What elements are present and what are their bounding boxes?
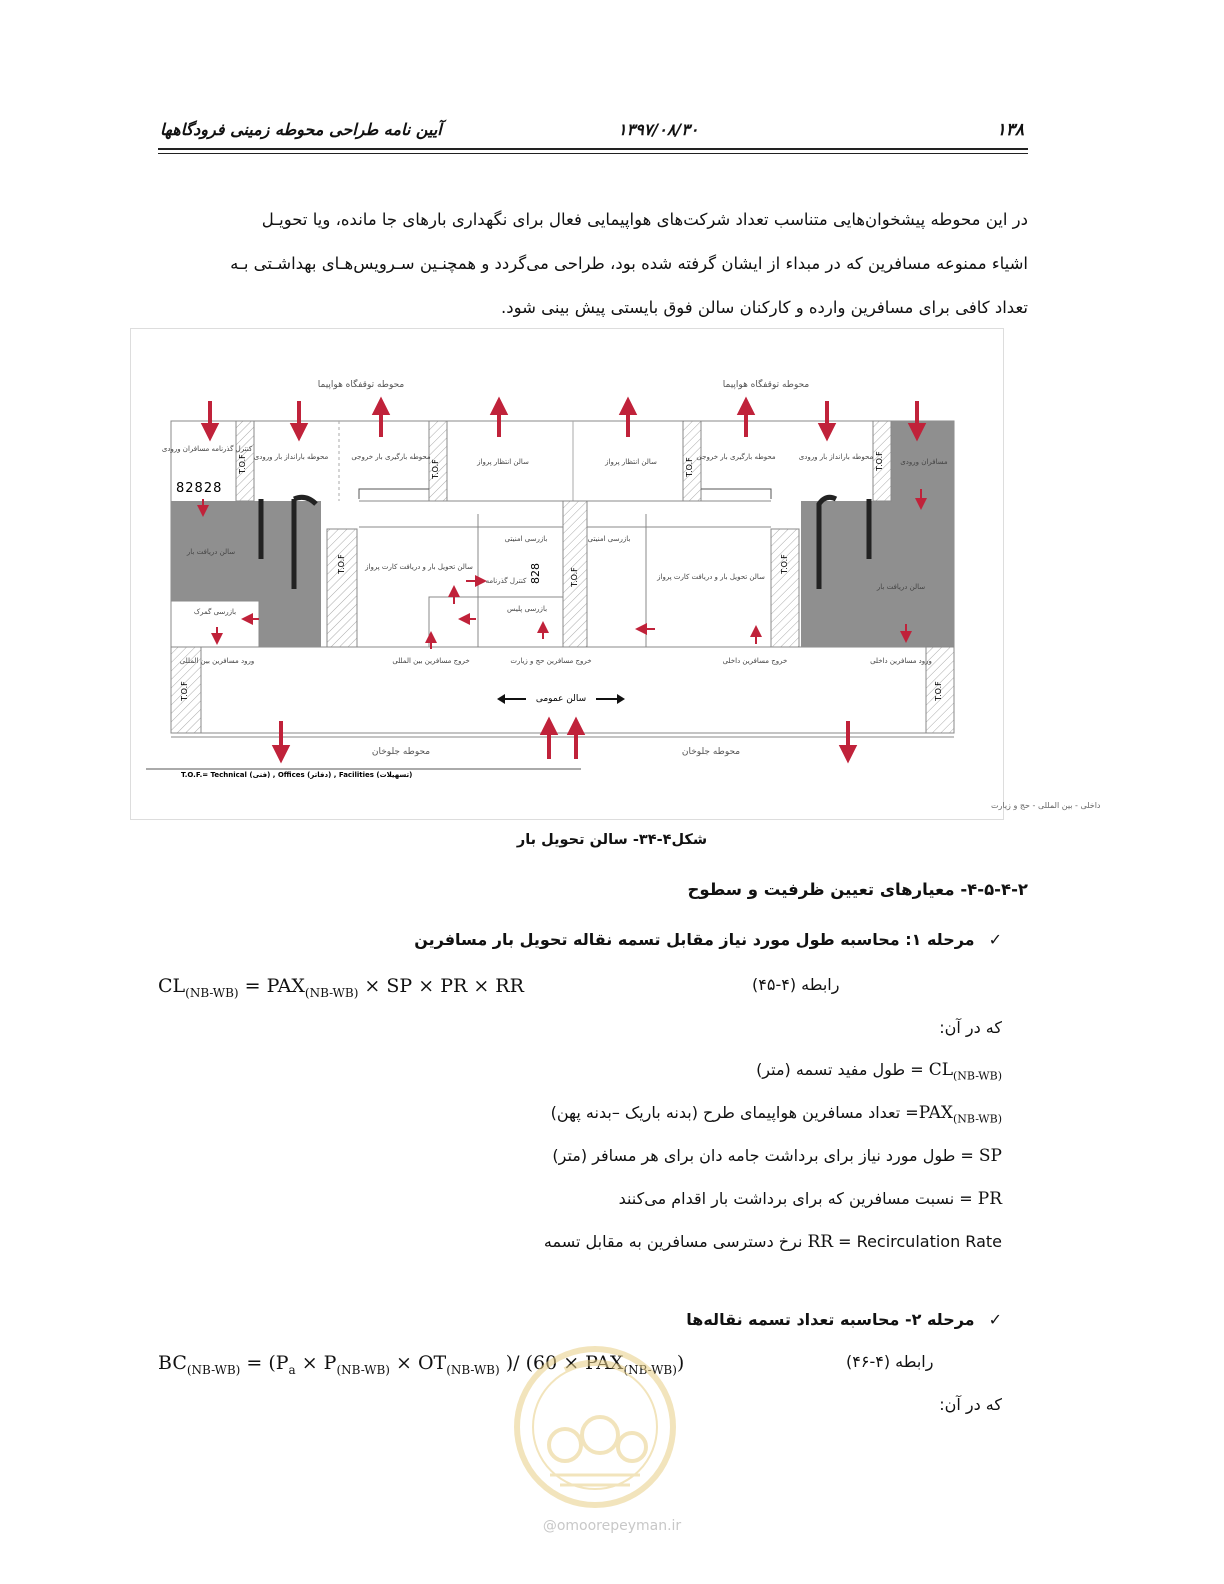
label-baggage-in-right: محوطه بارانداز بار ورودی: [798, 453, 874, 461]
label-waiting-right: سالن انتظار پرواز: [605, 458, 657, 466]
def-symbol: SP: [978, 1146, 1002, 1166]
definition-item: [619, 1189, 1002, 1211]
intro-paragraph: [158, 198, 1028, 330]
f2-part: )/ (60 × PAX: [499, 1352, 624, 1374]
f2-sub: (NB-WB): [623, 1362, 677, 1377]
tof-label: T.O.F: [337, 554, 346, 574]
relation-46: رابطه (۴-۴۶): [846, 1352, 934, 1371]
f2-part: × OT: [389, 1352, 447, 1374]
formula-1: [158, 975, 524, 1000]
tof-label: T.O.F: [238, 454, 247, 474]
label-reclaim-right: سالن دریافت بار: [876, 583, 926, 591]
f2-sub: (NB-WB): [446, 1362, 500, 1377]
header-date: ۱۳۹۷/۰۸/۳۰: [618, 120, 699, 139]
intro-line: اشیاء ممنوعه مسافرین که در مبداء از ایشان گرفته شده بود، طراحی می‌گردد و همچنـین سـرویس‌هـای بهداشـتی بـه: [230, 254, 1028, 273]
top-left-zone-label: محوطه توقفگاه هواپیما: [317, 380, 405, 390]
header-divider: [158, 153, 1028, 154]
intro-line: در این محوطه پیشخوان‌هایی متناسب تعداد شرکت‌های هواپیمایی فعال برای نگهداری بارهای جا مانده، ویا تحویـل: [261, 210, 1028, 229]
label-passport-control: کنترل گذرنامه: [485, 577, 527, 585]
watermark-seal-icon: [510, 1335, 680, 1520]
definition-item: [551, 1103, 1002, 1125]
formula-1-lhs: CL: [158, 975, 186, 997]
legend-text: T.O.F.= Technical (فنی) , Offices (دفاتر) , Facilities (تسهیلات): [181, 771, 413, 779]
f2-sub: (NB-WB): [186, 1362, 241, 1377]
f2-part: × P: [295, 1352, 337, 1374]
formula-1-lhs-sub: (NB-WB): [185, 985, 239, 1000]
label-reclaim-left: سالن دریافت بار: [186, 548, 236, 556]
page-number: ۱۳۸: [996, 120, 1024, 140]
tof-label: T.O.F: [685, 457, 694, 477]
bottom-left-zone-label: محوطه جلوخان: [371, 747, 431, 757]
definition-item: [552, 1146, 1002, 1168]
label-delivery-left: سالن تحویل بار و دریافت کارت پرواز: [365, 563, 473, 571]
def-symbol: CL: [928, 1060, 953, 1080]
def-text: = تعداد مسافرین هواپیمای طرح (بدنه باریک –بدنه پهن): [550, 1103, 919, 1122]
floor-plan-diagram: [131, 329, 1101, 819]
label-departure-intl: خروج مسافرین بین المللی: [392, 657, 470, 665]
def-symbol-sub: (NB-WB): [952, 1069, 1002, 1083]
checkmark-icon: ✓: [988, 1310, 1002, 1329]
def-symbol: PR: [977, 1189, 1002, 1209]
label-baggage-out: محوطه بارگیری بار خروجی: [351, 453, 431, 461]
label-customs-check: بازرسی گمرک: [193, 608, 237, 616]
label-public-hall: سالن عمومی: [535, 694, 587, 704]
label-passport-intl: کنترل گذرنامه مسافران ورودی: [161, 445, 253, 453]
definition-item: [756, 1060, 1002, 1082]
where-label-2: که در آن:: [939, 1395, 1002, 1414]
counter-digits-small: 828: [529, 563, 542, 584]
def-text: = نسبت مسافرین که برای برداشت بار اقدام می‌کنند: [618, 1189, 978, 1208]
watermark-text: @omoorepeyman.ir: [542, 1518, 682, 1534]
label-domestic-arrivals: مسافران ورودی: [900, 458, 948, 466]
step-1-text: مرحله ۱: محاسبه طول مورد نیاز مقابل تسمه نقاله تحویل بار مسافرین: [414, 930, 975, 949]
def-symbol: RR: [807, 1232, 834, 1252]
label-security-right: بازرسی امنیتی: [587, 535, 631, 543]
label-delivery-right: سالن تحویل بار و دریافت کارت پرواز: [657, 573, 765, 581]
tof-label: T.O.F: [780, 554, 789, 574]
intro-line: تعداد کافی برای مسافرین وارده و کارکنان سالن فوق بایستی پیش بینی شود.: [500, 298, 1028, 317]
baggage-hall-figure: [130, 328, 1101, 820]
definition-item: [544, 1232, 1002, 1254]
label-waiting-left: سالن انتظار پرواز: [477, 458, 529, 466]
figure-caption: شکل۴-۳۴- سالن تحویل بار: [516, 832, 708, 848]
section-heading: ۴-۵-۴-۲- معیارهای تعیین ظرفیت و سطوح: [687, 880, 1028, 899]
baggage-reclaim-right: [801, 501, 954, 647]
def-text: = Recirculation Rate نرخ دسترسی مسافرین به مقابل تسمه: [543, 1232, 1002, 1251]
tof-label: T.O.F: [431, 459, 440, 479]
def-text: = طول مفید تسمه (متر): [756, 1060, 929, 1079]
tof-label: T.O.F: [934, 681, 943, 701]
f2-part: = (P: [240, 1352, 289, 1374]
bottom-right-zone-label: محوطه جلوخان: [681, 747, 741, 757]
label-security-left: بازرسی امنیتی: [504, 535, 548, 543]
step-2-text: مرحله ۲- محاسبه تعداد تسمه نقاله‌ها: [686, 1310, 975, 1329]
def-text: = طول مورد نیاز برای برداشت جامه دان برای هر مسافر (متر): [552, 1146, 979, 1165]
header-title: آیین نامه طراحی محوطه زمینی فرودگاهها: [160, 120, 442, 139]
page-header: [158, 118, 1028, 150]
tof-label: T.O.F: [180, 681, 189, 701]
label-baggage-in: محوطه بارانداز بار ورودی: [253, 453, 329, 461]
formula-1-rest: × SP × PR × RR: [358, 975, 524, 997]
f2-sub: (NB-WB): [336, 1362, 390, 1377]
checkmark-icon: ✓: [988, 930, 1002, 949]
step-1: [414, 930, 1002, 949]
def-symbol-sub: (NB-WB): [952, 1112, 1002, 1126]
tof-label: T.O.F: [570, 567, 579, 587]
label-arrival-domestic: ورود مسافرین داخلی: [870, 657, 932, 665]
f2-sub: a: [288, 1362, 296, 1377]
formula-1-pax-sub: (NB-WB): [304, 985, 359, 1000]
step-2: [686, 1310, 1002, 1329]
label-departure-domestic: خروج مسافرین داخلی: [722, 657, 788, 665]
label-departure-hajj: خروج مسافرین حج و زیارت: [510, 657, 592, 665]
figure-footer-note: داخلی - بین المللی - حج و زیارت: [991, 801, 1101, 810]
label-baggage-out-right: محوطه بارگیری بار خروجی: [696, 453, 776, 461]
f2-part: BC: [158, 1352, 187, 1374]
counter-digits: 82828: [176, 481, 223, 496]
label-police-check: بازرسی پلیس: [506, 605, 548, 613]
tof-label: T.O.F: [875, 451, 884, 471]
label-arrival-intl: ورود مسافرین بین المللی: [179, 657, 255, 665]
formula-1-eq: = PAX: [238, 975, 305, 997]
def-symbol: PAX: [918, 1103, 953, 1123]
top-right-zone-label: محوطه توقفگاه هواپیما: [722, 380, 810, 390]
relation-45: رابطه (۴-۴۵): [752, 975, 840, 994]
where-label-1: که در آن:: [939, 1018, 1002, 1037]
f2-part: ): [676, 1352, 685, 1374]
